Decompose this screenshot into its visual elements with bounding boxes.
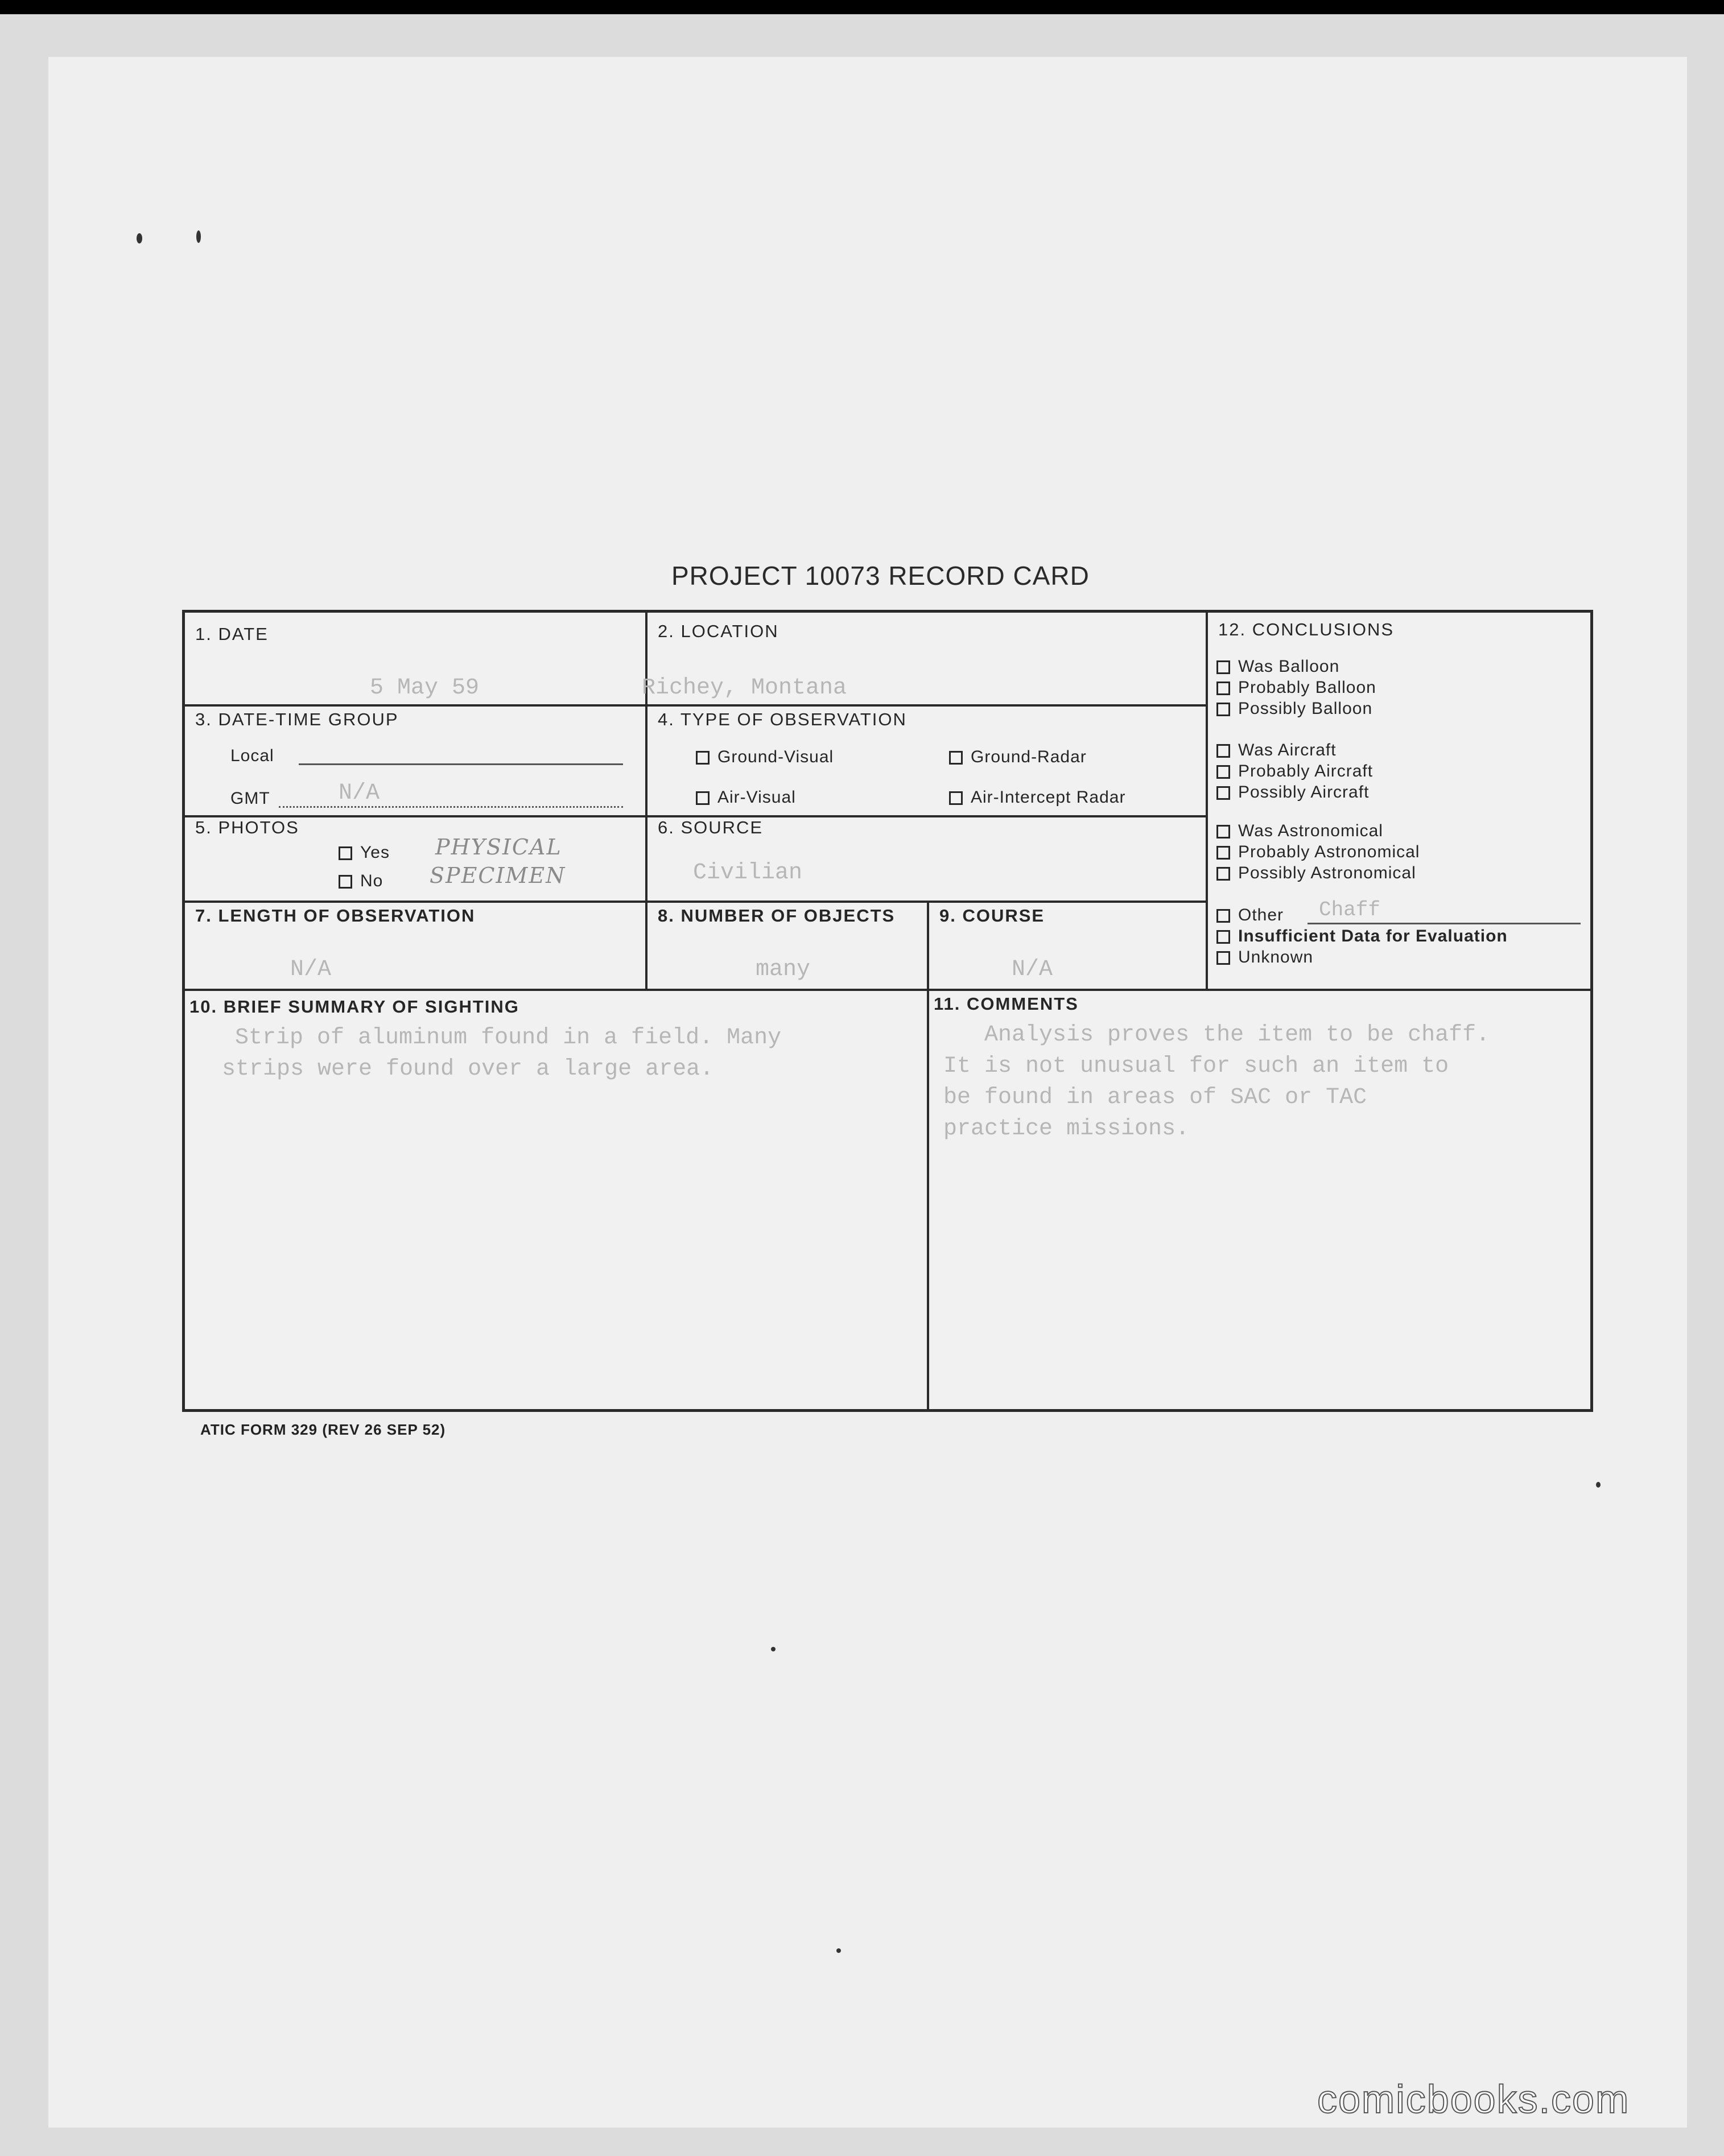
- conclusion-insufficient-data[interactable]: [1216, 927, 1508, 946]
- local-line: [299, 763, 623, 765]
- record-card: [182, 610, 1593, 1412]
- date-time-group-cell: [185, 707, 647, 817]
- checkbox-icon: [1216, 682, 1230, 695]
- number-of-objects-cell: [647, 903, 929, 991]
- watermark: comicbooks.com: [1317, 2077, 1630, 2121]
- summary-line: strips were found over a large area.: [222, 1056, 714, 1082]
- location-value: Richey, Montana: [642, 675, 847, 701]
- comments-line: be found in areas of SAC or TAC: [943, 1085, 1367, 1110]
- dust-speck: [196, 230, 201, 243]
- checkbox-icon: [949, 791, 963, 805]
- gmt-label: GMT: [230, 789, 270, 808]
- other-value: Chaff: [1319, 898, 1381, 922]
- conclusion-text: Possibly Astronomical: [1238, 864, 1416, 882]
- checkbox-icon: [1216, 765, 1230, 779]
- checkbox-icon: [1216, 867, 1230, 881]
- ground-visual-option[interactable]: [696, 747, 834, 767]
- air-visual-text: Air-Visual: [717, 788, 796, 807]
- conclusion-other[interactable]: [1216, 906, 1284, 925]
- date-value: 5 May 59: [370, 675, 480, 701]
- checkbox-icon: [1216, 786, 1230, 800]
- summary-line: Strip of aluminum found in a field. Many: [208, 1025, 782, 1051]
- checkbox-icon: [339, 846, 352, 860]
- form-footer: ATIC FORM 329 (REV 26 SEP 52): [200, 1421, 446, 1438]
- conclusion-possibly-balloon[interactable]: [1216, 699, 1372, 718]
- photos-label: 5. PHOTOS: [195, 817, 299, 837]
- conclusion-possibly-aircraft[interactable]: [1216, 783, 1369, 802]
- conclusion-probably-astronomical[interactable]: [1216, 842, 1420, 862]
- gmt-line: [279, 806, 623, 808]
- form-title: PROJECT 10073 RECORD CARD: [671, 561, 1090, 590]
- conclusion-text: Insufficient Data for Evaluation: [1238, 927, 1508, 945]
- checkbox-icon: [696, 751, 710, 765]
- checkbox-icon: [1216, 909, 1230, 923]
- course-cell: [929, 903, 1208, 991]
- ground-radar-option[interactable]: [949, 747, 1087, 767]
- source-value: Civilian: [693, 860, 803, 886]
- photos-yes-option[interactable]: [339, 843, 390, 862]
- comments-cell: [929, 991, 1590, 1409]
- photos-yes-text: Yes: [360, 843, 390, 862]
- source-cell: [647, 817, 1208, 903]
- comments-line: practice missions.: [943, 1116, 1190, 1142]
- conclusion-was-balloon[interactable]: [1216, 657, 1339, 676]
- length-of-observation-cell: [185, 903, 647, 991]
- air-intercept-radar-option[interactable]: [949, 788, 1125, 807]
- ground-visual-text: Ground-Visual: [717, 747, 834, 766]
- date-label: 1. DATE: [195, 624, 269, 644]
- checkbox-icon: [1216, 744, 1230, 758]
- date-time-group-label: 3. DATE-TIME GROUP: [195, 709, 399, 729]
- ground-radar-text: Ground-Radar: [971, 747, 1087, 766]
- checkbox-icon: [1216, 846, 1230, 860]
- air-intercept-radar-text: Air-Intercept Radar: [971, 788, 1126, 807]
- conclusion-probably-aircraft[interactable]: [1216, 762, 1373, 781]
- dust-speck: [836, 1948, 841, 1953]
- conclusions-label: 12. CONCLUSIONS: [1218, 619, 1395, 639]
- gmt-value: N/A: [339, 780, 380, 806]
- summary-label: 10. BRIEF SUMMARY OF SIGHTING: [189, 997, 519, 1017]
- number-of-objects-label: 8. NUMBER OF OBJECTS: [658, 906, 896, 926]
- dust-speck: [137, 233, 142, 243]
- dust-speck: [771, 1647, 776, 1651]
- checkbox-icon: [696, 791, 710, 805]
- photos-cell: [185, 817, 647, 903]
- comments-line: It is not unusual for such an item to: [943, 1054, 1449, 1079]
- comments-label: 11. COMMENTS: [934, 994, 1079, 1014]
- photos-no-option[interactable]: [339, 872, 383, 891]
- number-of-objects-value: many: [756, 957, 811, 982]
- conclusion-possibly-astronomical[interactable]: [1216, 864, 1416, 883]
- conclusion-text: Was Astronomical: [1238, 821, 1383, 840]
- conclusion-probably-balloon[interactable]: [1216, 678, 1376, 697]
- comments-line: Analysis proves the item to be chaff.: [943, 1022, 1490, 1048]
- checkbox-icon: [1216, 930, 1230, 944]
- type-of-observation-label: 4. TYPE OF OBSERVATION: [658, 709, 907, 729]
- checkbox-icon: [1216, 951, 1230, 965]
- type-of-observation-cell: [647, 707, 1208, 817]
- checkbox-icon: [1216, 660, 1230, 674]
- conclusion-was-aircraft[interactable]: [1216, 741, 1337, 760]
- conclusion-unknown[interactable]: [1216, 948, 1313, 967]
- conclusion-text: Other: [1238, 906, 1284, 924]
- conclusion-text: Was Balloon: [1238, 657, 1340, 676]
- checkbox-icon: [1216, 825, 1230, 839]
- location-label: 2. LOCATION: [658, 621, 779, 641]
- conclusions-cell: [1208, 613, 1590, 991]
- checkbox-icon: [1216, 703, 1230, 716]
- conclusion-text: Possibly Balloon: [1238, 699, 1373, 718]
- conclusion-text: Probably Astronomical: [1238, 842, 1420, 861]
- conclusion-text: Unknown: [1238, 948, 1314, 967]
- location-cell: [642, 613, 1208, 707]
- conclusion-was-astronomical[interactable]: [1216, 821, 1383, 841]
- photos-no-text: No: [360, 872, 383, 890]
- source-label: 6. SOURCE: [658, 817, 764, 837]
- date-cell: [185, 613, 647, 707]
- checkbox-icon: [949, 751, 963, 765]
- air-visual-option[interactable]: [696, 788, 796, 807]
- course-label: 9. COURSE: [939, 906, 1045, 926]
- conclusion-text: Probably Aircraft: [1238, 762, 1374, 780]
- handwritten-physical: PHYSICAL: [435, 835, 562, 860]
- handwritten-specimen: SPECIMEN: [430, 863, 566, 888]
- length-of-observation-label: 7. LENGTH OF OBSERVATION: [195, 906, 476, 926]
- local-label: Local: [230, 746, 274, 765]
- dust-speck: [1596, 1482, 1601, 1488]
- course-value: N/A: [1012, 957, 1053, 982]
- conclusion-text: Was Aircraft: [1238, 741, 1337, 759]
- conclusion-text: Possibly Aircraft: [1238, 783, 1370, 802]
- checkbox-icon: [339, 875, 352, 889]
- summary-cell: [185, 991, 929, 1409]
- other-line: [1308, 923, 1581, 924]
- conclusion-text: Probably Balloon: [1238, 678, 1376, 697]
- length-of-observation-value: N/A: [290, 957, 332, 982]
